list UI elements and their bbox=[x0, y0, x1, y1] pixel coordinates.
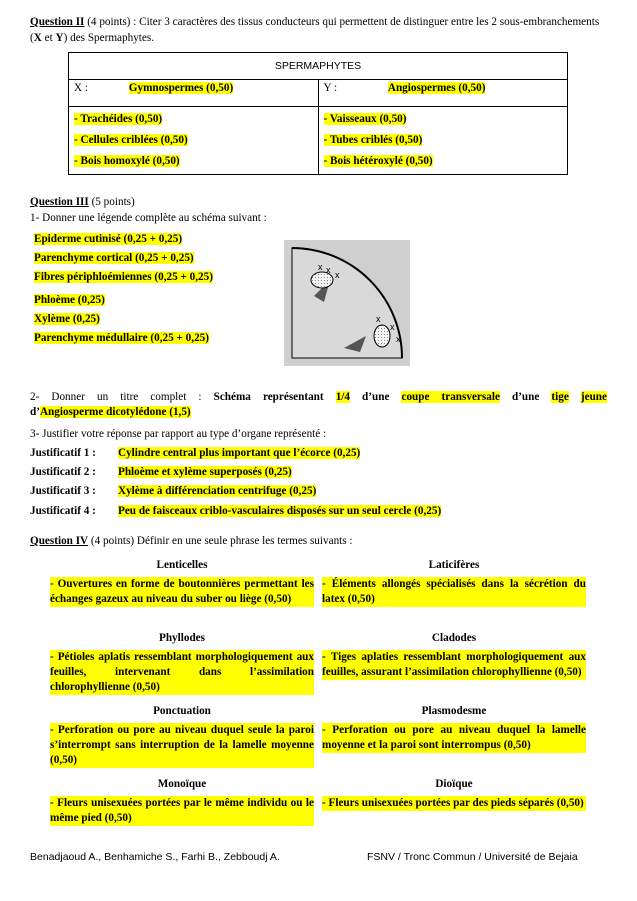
justif-label: Justificatif 3 : bbox=[30, 485, 96, 497]
table-title: SPERMAPHYTES bbox=[69, 53, 568, 80]
y-letter: Y bbox=[55, 32, 64, 44]
question-3-sub3: 3- Justifier votre réponse par rapport au type d’organe représenté : bbox=[30, 428, 327, 440]
question-2-end: ) des Spermaphytes. bbox=[63, 32, 155, 44]
x-header-cell bbox=[69, 80, 319, 107]
term-block bbox=[50, 778, 314, 826]
question-2-label: Question II bbox=[30, 16, 85, 28]
term-title: Monoïque bbox=[157, 778, 207, 790]
question-4-text: Définir en une seule phrase les termes suivants : bbox=[136, 535, 353, 547]
sub2-text: d’une bbox=[350, 391, 402, 403]
term-block bbox=[322, 778, 586, 811]
term-title: Plasmodesme bbox=[421, 705, 487, 717]
sub2-prefix: 2- Donner un titre complet : bbox=[30, 391, 214, 403]
term-title: Cladodes bbox=[431, 632, 477, 644]
justif-label: Justificatif 2 : bbox=[30, 466, 96, 478]
question-3-points: (5 points) bbox=[88, 196, 135, 208]
fiber-mark: x bbox=[376, 314, 381, 324]
question-2-intro bbox=[30, 14, 610, 46]
justif-value: Xylème à différenciation centrifuge (0,25) bbox=[118, 485, 317, 497]
x-letter: X bbox=[33, 32, 42, 44]
term-title: Phyllodes bbox=[158, 632, 205, 644]
justif-label: Justificatif 4 : bbox=[30, 505, 96, 517]
term-definition: - Pétioles aplatis ressemblant morphologiquement aux feuilles, intervenant dans l’assimilation chlorophyllienne (0,50) bbox=[50, 651, 314, 693]
term-title: Laticifères bbox=[428, 559, 480, 571]
term-definition: - Tiges aplaties ressemblant morphologiquement aux feuilles, assurant l’assimilation chlorophyllienne (0,50) bbox=[322, 651, 586, 678]
et-word: et bbox=[41, 32, 56, 44]
term-title: Dioïque bbox=[435, 778, 473, 790]
question-4-points: (4 points) bbox=[88, 535, 137, 547]
question-4-header bbox=[30, 535, 353, 547]
question-2-points: (4 points) : bbox=[84, 16, 140, 28]
question-3-sub2-line1 bbox=[30, 388, 607, 406]
sub2-text: d’ bbox=[30, 406, 40, 418]
x-items-cell bbox=[69, 107, 319, 175]
sub2-hl: coupe transversale bbox=[401, 391, 500, 403]
stem-section-diagram bbox=[284, 240, 410, 366]
fiber-mark: x bbox=[326, 265, 331, 275]
legend-item: Phloème (0,25) bbox=[34, 294, 105, 306]
question-3-sub1: 1- Donner une légende complète au schéma suivant : bbox=[30, 212, 267, 224]
term-block bbox=[322, 559, 586, 607]
term-block bbox=[50, 705, 314, 768]
sub2-space bbox=[569, 391, 581, 403]
fiber-mark: x bbox=[318, 262, 323, 272]
term-definition: - Perforation ou pore au niveau duquel seule la paroi s’interrompt sans interruption de la lamelle moyenne (0,50) bbox=[50, 724, 314, 766]
xylem-bundle-2 bbox=[374, 325, 390, 347]
term-definition: - Fleurs unisexuées portées par le même individu ou le même pied (0,50) bbox=[50, 797, 314, 824]
footer-authors: Benadjaoud A., Benhamiche S., Farhi B., Zebboudj A. bbox=[30, 851, 280, 863]
y-item: - Tubes criblés (0,50) bbox=[323, 134, 423, 146]
spermaphytes-table bbox=[68, 52, 568, 175]
term-block bbox=[50, 559, 314, 607]
y-item: - Bois hétéroxylé (0,50) bbox=[323, 155, 433, 167]
legend-item: Parenchyme médullaire (0,25 + 0,25) bbox=[34, 332, 209, 344]
question-4-label: Question IV bbox=[30, 535, 89, 547]
y-label: Y : bbox=[323, 82, 338, 94]
y-item: - Vaisseaux (0,50) bbox=[323, 113, 407, 125]
fiber-mark: x bbox=[335, 270, 340, 280]
legend-item: Parenchyme cortical (0,25 + 0,25) bbox=[34, 252, 194, 264]
fiber-mark: x bbox=[390, 322, 395, 332]
question-3-sub2-line2 bbox=[30, 406, 191, 418]
y-items-cell bbox=[318, 107, 568, 175]
sub2-text: Schéma représentant bbox=[213, 391, 336, 403]
legend-item: Xylème (0,25) bbox=[34, 313, 100, 325]
sub2-hl: tige bbox=[551, 391, 569, 403]
x-item: - Trachéides (0,50) bbox=[74, 113, 163, 125]
justif-value: Cylindre central plus important que l’écorce (0,25) bbox=[118, 447, 361, 459]
legend-item: Fibres périphloémiennes (0,25 + 0,25) bbox=[34, 271, 213, 283]
justif-value: Peu de faisceaux criblo-vasculaires disposés sur un seul cercle (0,25) bbox=[118, 505, 442, 517]
term-title: Ponctuation bbox=[153, 705, 211, 717]
question-3-header bbox=[30, 196, 135, 208]
question-2-text: Citer 3 caractères des tissus conducteurs qui permettent de distinguer entre les 2 sous-embranchements ( bbox=[30, 16, 600, 44]
y-header-cell bbox=[318, 80, 568, 107]
x-value: Gymnospermes (0,50) bbox=[128, 82, 234, 94]
term-title: Lenticelles bbox=[156, 559, 208, 571]
y-value: Angiospermes (0,50) bbox=[387, 82, 486, 94]
term-block bbox=[322, 705, 586, 753]
x-label: X : bbox=[74, 82, 88, 94]
term-definition: - Ouvertures en forme de boutonnières permettant les échanges gazeux au niveau du suber ou liège (0,50) bbox=[50, 578, 314, 605]
term-block bbox=[50, 632, 314, 695]
term-definition: - Éléments allongés spécialisés dans la sécrétion du latex (0,50) bbox=[322, 578, 586, 605]
legend-item: Epiderme cutinisé (0,25 + 0,25) bbox=[34, 233, 183, 245]
sub2-text: d’une bbox=[499, 391, 552, 403]
question-3-label: Question III bbox=[30, 196, 89, 208]
sub2-hl: jeune bbox=[580, 391, 607, 403]
term-definition: - Perforation ou pore au niveau duquel la lamelle moyenne et la paroi sont interrompus (0,50) bbox=[322, 724, 586, 751]
footer-institution: FSNV / Tronc Commun / Université de Bejaia bbox=[367, 851, 578, 863]
x-item: - Cellules criblées (0,50) bbox=[74, 134, 188, 146]
fiber-mark: x bbox=[396, 334, 401, 344]
term-definition: - Fleurs unisexuées portées par des pieds séparés (0,50) bbox=[322, 796, 586, 811]
term-block bbox=[322, 632, 586, 680]
justif-label: Justificatif 1 : bbox=[30, 447, 96, 459]
sub2-hl: Angiosperme dicotylédone (1,5) bbox=[39, 406, 191, 418]
justif-value: Phloème et xylème superposés (0,25) bbox=[118, 466, 292, 478]
x-item: - Bois homoxylé (0,50) bbox=[74, 155, 180, 167]
sub2-hl: 1/4 bbox=[335, 391, 350, 403]
